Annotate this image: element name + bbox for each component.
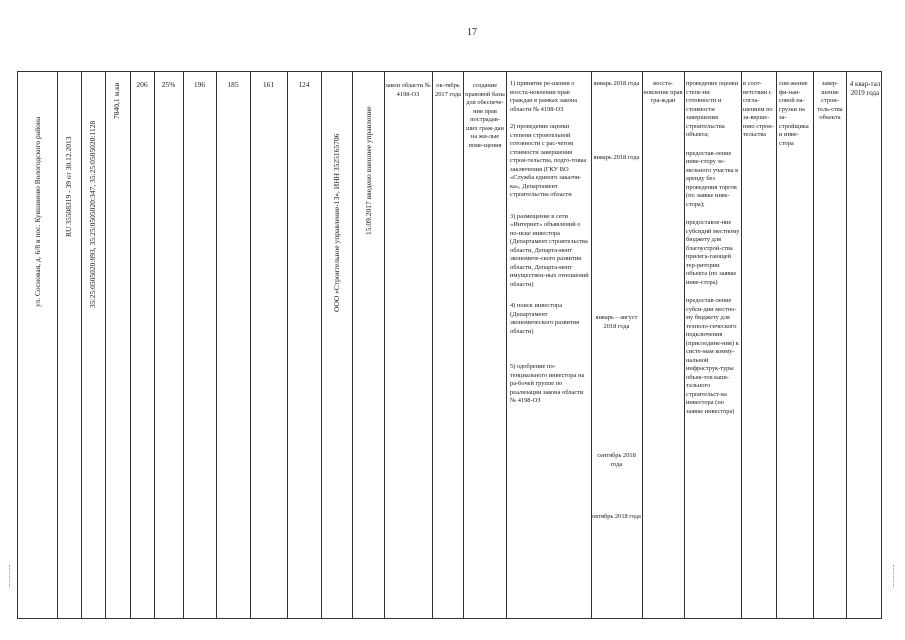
- support-4: предостав-ление субси-дии местно-му бюджету для техноло-гического подключения (присоедине-ния) к систе-мам комму-нальной инфраструк-туры объек-тов капи-тального строительст-ва инвестора (по заявке инвестора): [686, 297, 739, 415]
- date-3: январь – август 2018 года: [595, 314, 638, 330]
- measures-cell: [510, 80, 589, 414]
- permit-text: RU 35508319 - 39 от 30.12.2013: [64, 136, 73, 237]
- date-note-cell: [352, 72, 384, 618]
- support-cell: [686, 80, 740, 424]
- deadline-cell: 4 квар-тал 2019 года: [849, 80, 881, 97]
- value-1: 206: [136, 80, 148, 89]
- developer-cell: [321, 72, 352, 618]
- cadastral-cell: [81, 72, 105, 618]
- law-date-cell: ок-тябрь 2017 года: [435, 82, 461, 98]
- measure-1: 1) принятие ре-шения о восста-новлении прав граждан в рамках закона области № 4198-ОЗ: [510, 80, 578, 113]
- support-2: предостав-ление инве-стору зе-мельного участка в аренду без проведения торгов (по заявке инве-стора);: [686, 149, 739, 208]
- date-2: январь 2018 года: [593, 154, 640, 161]
- address-text: ул. Сосновая, д. 6/8 в пос. Кувшиново Вологодского района: [33, 116, 42, 307]
- cadastral-text: 35:25:0505020:893, 35:25:0505020:347, 35:25:0505020:1128: [88, 120, 97, 308]
- value-4: 185: [227, 80, 239, 89]
- date-4: сентябрь 2018 года: [597, 452, 636, 468]
- date-note-text: 15.09.2017 введено внешнее управление: [364, 106, 373, 235]
- permit-cell: [57, 72, 81, 618]
- project-table: [17, 71, 882, 619]
- date-5: октябрь 2018 года: [592, 513, 641, 520]
- margin-mark-left: [9, 565, 10, 587]
- accordance-cell: в соот-ветствии с согла-шением по за-верше-нию строи-тельства: [743, 80, 774, 138]
- support-3: предоставле-ние субсидий местному бюджету для благоустрой-ства прилега-гающей тер-ритории объекта (по заявке инве-стора): [686, 219, 740, 286]
- date-1: январь 2018 года: [593, 80, 640, 87]
- page-number: 17: [467, 27, 477, 38]
- developer-text: ООО «Строительное управление-13», ИНН 3525165706: [332, 133, 341, 312]
- address-cell: [18, 72, 57, 618]
- margin-mark-right: [893, 565, 894, 587]
- completion-cell: завер-шение строи-тель-ства объекта: [817, 80, 843, 121]
- area-cell: [105, 72, 130, 618]
- measure-2: 2) проведение оценки степени строительной готовности с рас-четом стоимости завершения строи-тельства, подго-товка заключения (ГКУ ВО «Служба единого заказчи-ка», Департамент строительства области: [510, 123, 587, 198]
- value-5: 161: [262, 80, 275, 89]
- measure-4: 4) поиск инвестора (Департамент экономического развития области): [510, 302, 580, 335]
- measure-3: 3) размещение в сети «Интернет» объявлений о по-иске инвестора (Департамент строительства области, Департа-мент экономиче-ского развития области, Департа-мент имуществен-ных отношений области): [510, 212, 589, 288]
- measure-5: 5) одобрение по-тенциального инвестора на ра-бочей группе по реализации закона области № 4198-ОЗ: [510, 363, 585, 404]
- area-text: 7840,1 м.кв: [112, 82, 121, 119]
- value-6: 124: [298, 80, 310, 89]
- support-1: проведение оценки степе-ни готовности и стоимости завершения строительства объекта;: [686, 80, 739, 138]
- value-3: 196: [193, 80, 206, 89]
- goal-cell: создание правовой базы для обеспече-ния прав пострадав-ших граж-дан на жи-лые поме-щения: [465, 82, 505, 149]
- law-cell: закон области № 4198-ОЗ: [385, 82, 431, 98]
- finance-cell: сни-жение фи-нан-совой на-грузки на за-стройщика и инве-стора: [779, 80, 809, 147]
- value-2: 25%: [161, 80, 176, 89]
- result-cell: восста-новление прав гра-ждан: [643, 80, 683, 104]
